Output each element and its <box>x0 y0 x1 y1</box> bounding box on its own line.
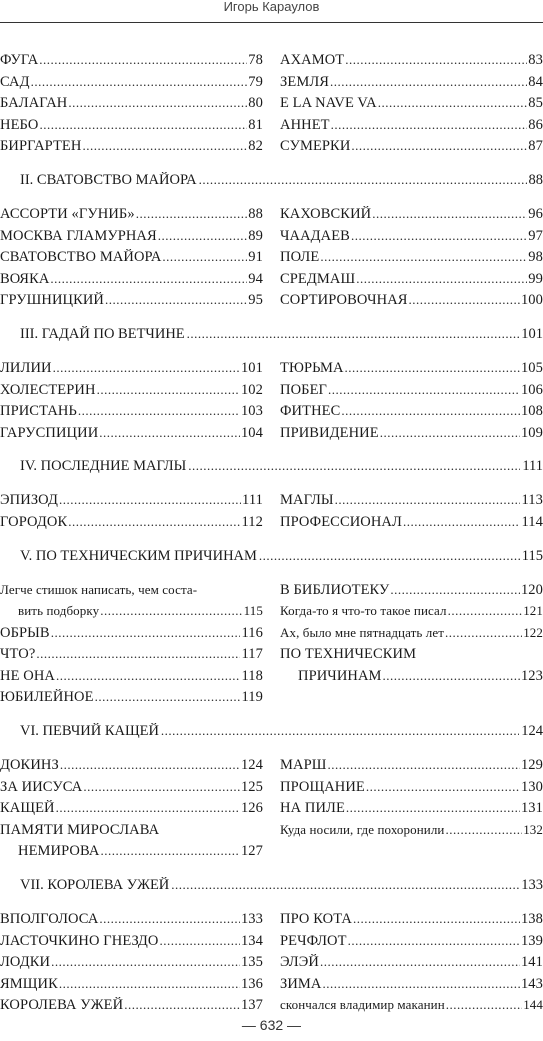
toc-entry-title: ЧТО? <box>0 646 36 663</box>
section-title: VI. ПЕВЧИЙ КАЩЕЙ <box>20 723 159 740</box>
toc-entry[interactable] <box>280 646 543 668</box>
toc-entry-page: 121 <box>523 603 543 619</box>
dot-leader <box>259 548 520 565</box>
section-title: III. ГАДАЙ ПО ВЕТЧИНЕ <box>20 325 185 342</box>
toc-entry[interactable] <box>0 292 263 314</box>
toc-entry[interactable] <box>0 514 263 536</box>
dot-leader <box>39 52 247 69</box>
dot-leader <box>162 249 247 266</box>
section-title: VII. КОРОЛЕВА УЖЕЙ <box>20 877 170 894</box>
toc-entry[interactable] <box>280 95 543 117</box>
toc-entry-title: ВПОЛГОЛОСА <box>0 911 99 928</box>
toc-entry-title: ЛИЛИИ <box>0 359 52 376</box>
toc-entry-title: ГАРУСПИЦИИ <box>0 424 99 441</box>
toc-entry[interactable] <box>280 52 543 74</box>
toc-entry-title: АССОРТИ «ГУНИБ» <box>0 205 135 222</box>
toc-entry-page: 122 <box>523 624 543 640</box>
toc-entry-page: 84 <box>528 73 543 90</box>
toc-entry-title: В БИБЛИОТЕКУ <box>280 581 390 598</box>
toc-entry-page: 108 <box>520 403 543 420</box>
toc-entry[interactable] <box>0 757 263 779</box>
toc-entry-title: ГОРОДОК <box>0 513 68 530</box>
left-column <box>0 757 263 865</box>
dot-leader <box>60 757 240 774</box>
toc-entry-title: МОСКВА ГЛАМУРНАЯ <box>0 227 157 244</box>
toc-entry-title: МАРШ <box>280 757 327 774</box>
right-column <box>280 206 543 314</box>
toc-entry[interactable] <box>0 492 263 514</box>
toc-entry[interactable] <box>280 206 543 228</box>
section-title: IV. ПОСЛЕДНИЕ МАГЛЫ <box>20 458 187 475</box>
toc-entry-page: 94 <box>248 270 263 287</box>
toc-entry[interactable] <box>280 933 543 955</box>
toc-entry-title: РЕЧФЛОТ <box>280 932 347 949</box>
dot-leader <box>323 976 520 993</box>
toc-entry-page: 79 <box>248 73 263 90</box>
toc-entry[interactable] <box>280 117 543 139</box>
toc-entry-page: 109 <box>520 424 543 441</box>
toc-entry-page: 91 <box>248 249 263 266</box>
dot-leader <box>335 492 521 509</box>
dot-leader <box>100 843 240 860</box>
toc-entry-page: 134 <box>240 932 263 949</box>
toc-entry-page: 103 <box>240 403 263 420</box>
toc-entry[interactable] <box>0 911 263 933</box>
toc-entry-title: ЗА ИИСУСА <box>0 778 83 795</box>
toc-entry-page: 78 <box>248 52 263 68</box>
toc-entry-title: ПОБЕГ <box>280 381 328 398</box>
toc-entry-title: ФИТНЕС <box>280 403 341 420</box>
dot-leader <box>448 603 523 619</box>
toc-entry-page: 131 <box>520 800 543 817</box>
toc-entry[interactable] <box>280 625 543 647</box>
dot-leader <box>356 271 527 288</box>
toc-entry[interactable] <box>280 603 543 625</box>
toc-entry[interactable] <box>280 271 543 293</box>
toc-entry[interactable] <box>0 822 263 844</box>
toc-entry[interactable] <box>280 757 543 779</box>
toc-entry[interactable] <box>280 292 543 314</box>
toc-entry[interactable] <box>0 52 263 74</box>
table-of-contents <box>0 52 543 1019</box>
toc-entry-title: ЭЛЭЙ <box>280 954 319 971</box>
toc-entry[interactable] <box>0 74 263 96</box>
toc-entry-page: 125 <box>240 778 263 795</box>
dot-leader <box>345 360 520 377</box>
toc-entry-title: КОРОЛЕВА УЖЕЙ <box>0 997 124 1014</box>
dot-leader <box>383 668 520 685</box>
toc-entry-title: САД <box>0 73 30 90</box>
toc-entry-title: КАЩЕЙ <box>0 800 55 817</box>
toc-entry[interactable] <box>280 997 543 1019</box>
dot-leader <box>124 997 240 1014</box>
right-column <box>280 757 543 865</box>
section-page: 124 <box>521 723 543 740</box>
toc-entry[interactable] <box>0 382 263 404</box>
toc-entry[interactable] <box>0 997 263 1019</box>
dot-leader <box>56 800 240 817</box>
toc-entry-page: 95 <box>248 292 263 309</box>
toc-entry[interactable] <box>0 689 263 711</box>
toc-entry-page: 117 <box>241 646 263 663</box>
toc-entry-page: 141 <box>520 954 543 971</box>
section-page: 101 <box>521 325 543 342</box>
entries-block <box>0 492 543 535</box>
toc-entry-page: 116 <box>241 624 263 641</box>
toc-entry[interactable] <box>0 625 263 647</box>
toc-entry-title: АННЕТ <box>280 116 330 133</box>
right-column <box>280 492 543 535</box>
dot-leader <box>320 249 527 266</box>
toc-entry[interactable] <box>280 954 543 976</box>
toc-entry-page: 83 <box>528 52 543 68</box>
section-page: 115 <box>521 547 543 564</box>
toc-entry-page: 132 <box>523 821 543 837</box>
toc-entry-page: 85 <box>528 95 543 112</box>
section-page: 88 <box>528 171 543 188</box>
left-column <box>0 206 263 314</box>
dot-leader <box>160 933 240 950</box>
toc-entry[interactable] <box>280 911 543 933</box>
left-column <box>0 582 263 712</box>
dot-leader <box>445 822 522 838</box>
toc-entry-page: 136 <box>240 975 263 992</box>
toc-entry[interactable] <box>0 228 263 250</box>
toc-entry[interactable] <box>0 249 263 271</box>
toc-entry-title: Куда носили, где похоронили <box>280 821 445 837</box>
dot-leader <box>68 514 240 531</box>
dot-leader <box>68 95 247 112</box>
toc-entry-page: 143 <box>520 975 543 992</box>
toc-entry-title: ПОЛЕ <box>280 249 320 266</box>
toc-entry-page: 126 <box>240 800 263 817</box>
toc-entry[interactable] <box>0 843 263 865</box>
toc-entry[interactable] <box>0 582 263 604</box>
toc-entry-title: Когда-то я что-то такое писал <box>280 603 447 619</box>
dot-leader <box>187 326 520 343</box>
section-heading[interactable] <box>0 548 543 574</box>
toc-entry[interactable] <box>0 95 263 117</box>
dot-leader <box>97 382 240 399</box>
toc-entry-title: ПРИЧИНАМ <box>298 667 382 684</box>
entries-block <box>0 911 543 1019</box>
toc-entry-title: ЛОДКИ <box>0 954 51 971</box>
toc-entry-page: 124 <box>240 757 263 774</box>
right-column <box>280 52 543 160</box>
dot-leader <box>78 403 240 420</box>
toc-entry[interactable] <box>0 360 263 382</box>
dot-leader <box>158 228 248 245</box>
toc-entry-title: НЕБО <box>0 116 39 133</box>
right-column <box>280 911 543 1019</box>
dot-leader <box>82 138 247 155</box>
toc-entry-title: БИРГАРТЕН <box>0 138 82 155</box>
dot-leader <box>59 492 241 509</box>
section-heading[interactable] <box>0 877 543 903</box>
toc-entry-title: ТЮРЬМА <box>280 359 344 376</box>
entries-block <box>0 757 543 865</box>
dot-leader <box>105 292 247 309</box>
toc-entry[interactable] <box>280 138 543 160</box>
toc-entry[interactable] <box>0 117 263 139</box>
section-heading[interactable] <box>0 326 543 352</box>
toc-entry-page: 87 <box>528 138 543 155</box>
toc-entry[interactable] <box>0 668 263 690</box>
toc-entry[interactable] <box>280 668 543 690</box>
dot-leader <box>100 603 242 619</box>
toc-entry[interactable] <box>280 822 543 844</box>
toc-entry-page: 130 <box>520 778 543 795</box>
toc-entry-title: ЗЕМЛЯ <box>280 73 330 90</box>
entries-block <box>0 360 543 446</box>
toc-entry[interactable] <box>280 403 543 425</box>
toc-entry-page: 97 <box>528 227 543 244</box>
left-column <box>0 492 263 535</box>
toc-entry-title: ЭПИЗОД <box>0 492 59 509</box>
section-page: 111 <box>522 458 543 475</box>
toc-entry-title: ПРИСТАНЬ <box>0 403 77 420</box>
toc-entry-title: ЧААДАЕВ <box>280 227 350 244</box>
toc-entry[interactable] <box>280 492 543 514</box>
dot-leader <box>327 757 519 774</box>
dot-leader <box>95 689 241 706</box>
toc-entry-page: 86 <box>528 116 543 133</box>
toc-entry-title: Легче стишок написать, чем соста- <box>0 581 198 597</box>
toc-entry-page: 106 <box>520 381 543 398</box>
dot-leader <box>136 206 248 223</box>
dot-leader <box>341 403 520 420</box>
toc-entry-page: 137 <box>240 997 263 1014</box>
dot-leader <box>320 954 520 971</box>
toc-entry-title: вить подборку <box>18 603 100 619</box>
toc-entry-page: 89 <box>248 227 263 244</box>
toc-entry-title: БАЛАГАН <box>0 95 68 112</box>
toc-entry[interactable] <box>280 582 543 604</box>
dot-leader <box>331 117 528 134</box>
dot-leader <box>53 360 240 377</box>
running-header <box>0 0 543 23</box>
right-column <box>280 582 543 712</box>
toc-entry-title: НЕ ОНА <box>0 667 55 684</box>
entries-block <box>0 52 543 160</box>
toc-entry-title: ПРО КОТА <box>280 911 352 928</box>
toc-entry-page: 112 <box>241 513 263 530</box>
toc-entry[interactable] <box>0 646 263 668</box>
dot-leader <box>378 95 528 112</box>
toc-entry-page: 127 <box>240 843 263 860</box>
dot-leader <box>445 625 522 641</box>
dot-leader <box>345 52 527 69</box>
toc-entry-page: 144 <box>523 997 543 1013</box>
toc-entry-title: Ах, было мне пятнадцать лет <box>280 624 445 640</box>
toc-entry-title: ПРОФЕССИОНАЛ <box>280 513 402 530</box>
dot-leader <box>390 582 520 599</box>
dot-leader <box>199 172 527 189</box>
toc-entry[interactable] <box>0 603 263 625</box>
toc-entry-title: ПО ТЕХНИЧЕСКИМ <box>280 646 417 663</box>
dot-leader <box>171 877 519 894</box>
author-name: Игорь Караулов <box>223 0 320 14</box>
toc-entry-page: 133 <box>240 911 263 928</box>
toc-entry-title: ХОЛЕСТЕРИН <box>0 381 96 398</box>
toc-entry-page: 81 <box>248 116 263 133</box>
right-column <box>280 360 543 446</box>
dot-leader <box>56 668 241 685</box>
toc-entry-title: АХАМОТ <box>280 52 345 68</box>
toc-entry-page: 113 <box>521 492 543 509</box>
toc-entry-title: НА ПИЛЕ <box>280 800 345 817</box>
toc-entry[interactable] <box>280 228 543 250</box>
toc-entry[interactable] <box>0 138 263 160</box>
dot-leader <box>351 228 527 245</box>
section-page: 133 <box>521 877 543 894</box>
toc-entry[interactable] <box>280 74 543 96</box>
section-heading[interactable] <box>0 172 543 198</box>
toc-entry-page: 100 <box>520 292 543 309</box>
toc-entry[interactable] <box>280 800 543 822</box>
left-column <box>0 52 263 160</box>
toc-entry-page: 120 <box>520 581 543 598</box>
dot-leader <box>366 779 520 796</box>
toc-entry-title: ОБРЫВ <box>0 624 50 641</box>
toc-entry[interactable] <box>0 779 263 801</box>
toc-entry-page: 111 <box>242 492 263 509</box>
section-title: II. СВАТОВСТВО МАЙОРА <box>20 171 197 188</box>
dot-leader <box>351 138 527 155</box>
dot-leader <box>346 800 520 817</box>
toc-entry-title: ПРОЩАНИЕ <box>280 778 365 795</box>
toc-entry[interactable] <box>280 249 543 271</box>
left-column <box>0 911 263 1019</box>
toc-entry-page: 104 <box>240 424 263 441</box>
toc-entry-page: 101 <box>240 359 263 376</box>
dot-leader <box>59 976 240 993</box>
toc-entry-title: E LA NAVE VA <box>280 95 377 112</box>
dot-leader <box>36 646 240 663</box>
toc-entry[interactable] <box>0 425 263 447</box>
dot-leader <box>328 382 520 399</box>
dot-leader <box>39 117 247 134</box>
dot-leader <box>161 723 519 740</box>
toc-entry-page: 99 <box>528 270 543 287</box>
toc-entry-page: 123 <box>520 667 543 684</box>
toc-entry-page: 114 <box>521 513 543 530</box>
dot-leader <box>99 911 240 928</box>
toc-entry-page: 119 <box>241 689 263 706</box>
toc-entry-page: 80 <box>248 95 263 112</box>
toc-entry-page: 135 <box>240 954 263 971</box>
toc-entry[interactable] <box>0 954 263 976</box>
toc-entry[interactable] <box>0 933 263 955</box>
dot-leader <box>380 425 520 442</box>
toc-entry-page: 102 <box>240 381 263 398</box>
toc-entry-title: ЗИМА <box>280 975 322 992</box>
dot-leader <box>99 425 240 442</box>
entries-block <box>0 206 543 314</box>
section-heading[interactable] <box>0 723 543 749</box>
toc-entry-page: 138 <box>520 911 543 928</box>
dot-leader <box>403 514 521 531</box>
toc-entry-page: 96 <box>528 205 543 222</box>
toc-entry-page: 115 <box>243 603 263 619</box>
toc-entry[interactable] <box>280 779 543 801</box>
dot-leader <box>372 206 527 223</box>
toc-entry[interactable] <box>0 800 263 822</box>
toc-entry-page: 88 <box>248 205 263 222</box>
dot-leader <box>353 911 520 928</box>
toc-entry[interactable] <box>0 976 263 998</box>
toc-entry-title: ЯМЩИК <box>0 975 58 992</box>
dot-leader <box>51 625 241 642</box>
toc-entry-title: ФУГА <box>0 52 39 68</box>
toc-entry-page: 105 <box>520 359 543 376</box>
toc-entry-title: ПАМЯТИ МИРОСЛАВА <box>0 821 160 838</box>
toc-entry-title: ГРУШНИЦКИЙ <box>0 292 105 309</box>
dot-leader <box>83 779 240 796</box>
dot-leader <box>446 997 522 1013</box>
dot-leader <box>330 74 527 91</box>
page-number: — 632 — <box>241 1017 302 1033</box>
toc-entry-title: СОРТИРОВОЧНАЯ <box>280 292 408 309</box>
toc-entry-title: СУМЕРКИ <box>280 138 351 155</box>
dot-leader <box>51 954 240 971</box>
left-column <box>0 360 263 446</box>
toc-entry-page: 82 <box>248 138 263 155</box>
toc-entry[interactable] <box>280 425 543 447</box>
dot-leader <box>348 933 520 950</box>
entries-block <box>0 582 543 712</box>
toc-entry-page: 118 <box>241 667 263 684</box>
toc-entry-title: скончался владимир маканин <box>280 997 445 1013</box>
toc-entry-title: СВАТОВСТВО МАЙОРА <box>0 249 162 266</box>
toc-entry[interactable] <box>280 514 543 536</box>
toc-entry-title: СРЕДМАШ <box>280 270 356 287</box>
toc-entry[interactable] <box>0 271 263 293</box>
toc-entry[interactable] <box>280 976 543 998</box>
toc-entry-title: ЮБИЛЕЙНОЕ <box>0 689 94 706</box>
toc-entry-title: МАГЛЫ <box>280 492 334 509</box>
toc-entry[interactable] <box>0 206 263 228</box>
dot-leader <box>188 458 520 475</box>
section-heading[interactable] <box>0 458 543 484</box>
toc-entry-page: 129 <box>520 757 543 774</box>
section-title: V. ПО ТЕХНИЧЕСКИМ ПРИЧИНАМ <box>20 547 257 564</box>
toc-entry-page: 139 <box>520 932 543 949</box>
toc-entry[interactable] <box>280 360 543 382</box>
toc-entry-title: КАХОВСКИЙ <box>280 205 372 222</box>
toc-entry-title: НЕМИРОВА <box>18 843 100 860</box>
toc-entry[interactable] <box>280 382 543 404</box>
toc-entry-title: ПРИВИДЕНИЕ <box>280 424 379 441</box>
toc-entry-page: 98 <box>528 249 543 266</box>
toc-entry-title: ЛАСТОЧКИНО ГНЕЗДО <box>0 932 159 949</box>
dot-leader <box>31 74 248 91</box>
toc-entry-title: ДОКИНЗ <box>0 757 59 774</box>
dot-leader <box>409 292 520 309</box>
dot-leader <box>50 271 247 288</box>
toc-entry[interactable] <box>0 403 263 425</box>
toc-entry-title: ВОЯКА <box>0 270 50 287</box>
